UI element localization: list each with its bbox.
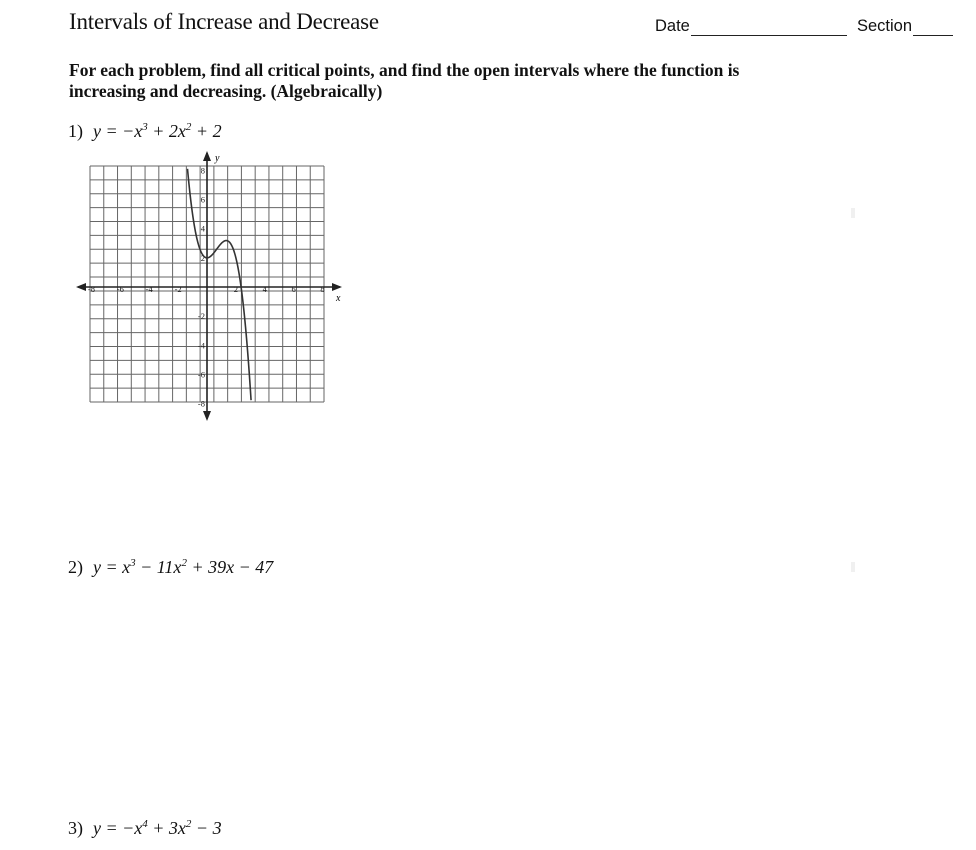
y-axis-label: y: [215, 153, 220, 164]
eq-exponent: 4: [142, 818, 148, 830]
x-axis-label: x: [336, 293, 341, 304]
worksheet-title: Intervals of Increase and Decrease: [69, 9, 379, 34]
eq-exponent: 2: [185, 121, 192, 133]
problem-equation: [93, 557, 273, 577]
eq-exponent: 3: [130, 557, 136, 569]
eq-rest: − 3: [191, 818, 222, 838]
problem-equation: [93, 121, 222, 141]
problem-number: 1): [68, 121, 83, 141]
section-label: Section: [857, 17, 913, 35]
date-label: Date: [655, 17, 690, 35]
x-tick-label: -2: [174, 284, 182, 294]
eq-lhs: y = x: [93, 557, 131, 577]
x-tick-label: -8: [87, 284, 95, 294]
y-tick-label: 2: [200, 252, 205, 263]
eq-rest: + 2: [191, 121, 222, 141]
date-field: [655, 17, 847, 36]
x-tick-label: 8: [320, 284, 325, 294]
problem-3: [68, 818, 222, 839]
y-tick-label: -8: [197, 398, 205, 409]
scan-artifact: [851, 208, 855, 218]
instructions: For each problem, find all critical points, and find the open intervals where the function is increasing and decreasing. (Algebraically): [69, 60, 740, 101]
x-tick-label: -6: [116, 284, 124, 294]
x-tick-label: 4: [262, 284, 267, 294]
eq-lhs: y = −x: [93, 121, 143, 141]
section-field: [857, 17, 953, 36]
x-axis-arrow-left: [76, 283, 86, 291]
problem-2: [68, 557, 273, 578]
y-axis-arrow-down: [203, 411, 211, 421]
eq-exponent: 2: [181, 557, 187, 569]
y-tick-label: -2: [197, 311, 205, 322]
y-axis-arrow-up: [203, 151, 211, 161]
eq-mid: + 3x: [147, 818, 186, 838]
x-axis-arrow-right: [332, 283, 342, 291]
problem-equation: [93, 818, 222, 838]
date-blank-line[interactable]: [691, 20, 847, 36]
section-blank-line[interactable]: [913, 20, 953, 36]
scan-artifact: [851, 562, 855, 572]
problem-number: 2): [68, 557, 83, 577]
eq-exponent: 2: [185, 818, 192, 830]
x-tick-label: 2: [233, 284, 239, 294]
problem-1-graph: [74, 150, 354, 425]
y-tick-label: -4: [197, 340, 205, 351]
y-tick-label: 8: [200, 165, 205, 176]
eq-mid: − 11x: [135, 557, 182, 577]
problem-1: [68, 121, 222, 142]
problem-number: 3): [68, 818, 83, 838]
eq-mid: + 2x: [147, 121, 186, 141]
y-tick-label: -6: [197, 369, 205, 380]
x-tick-label: -4: [145, 284, 153, 294]
eq-lhs: y = −x: [93, 818, 143, 838]
y-tick-label: 4: [200, 223, 205, 234]
x-tick-label: 6: [291, 284, 296, 294]
eq-rest: + 39x − 47: [186, 557, 274, 577]
eq-exponent: 3: [142, 121, 148, 133]
y-tick-label: 6: [200, 194, 205, 205]
